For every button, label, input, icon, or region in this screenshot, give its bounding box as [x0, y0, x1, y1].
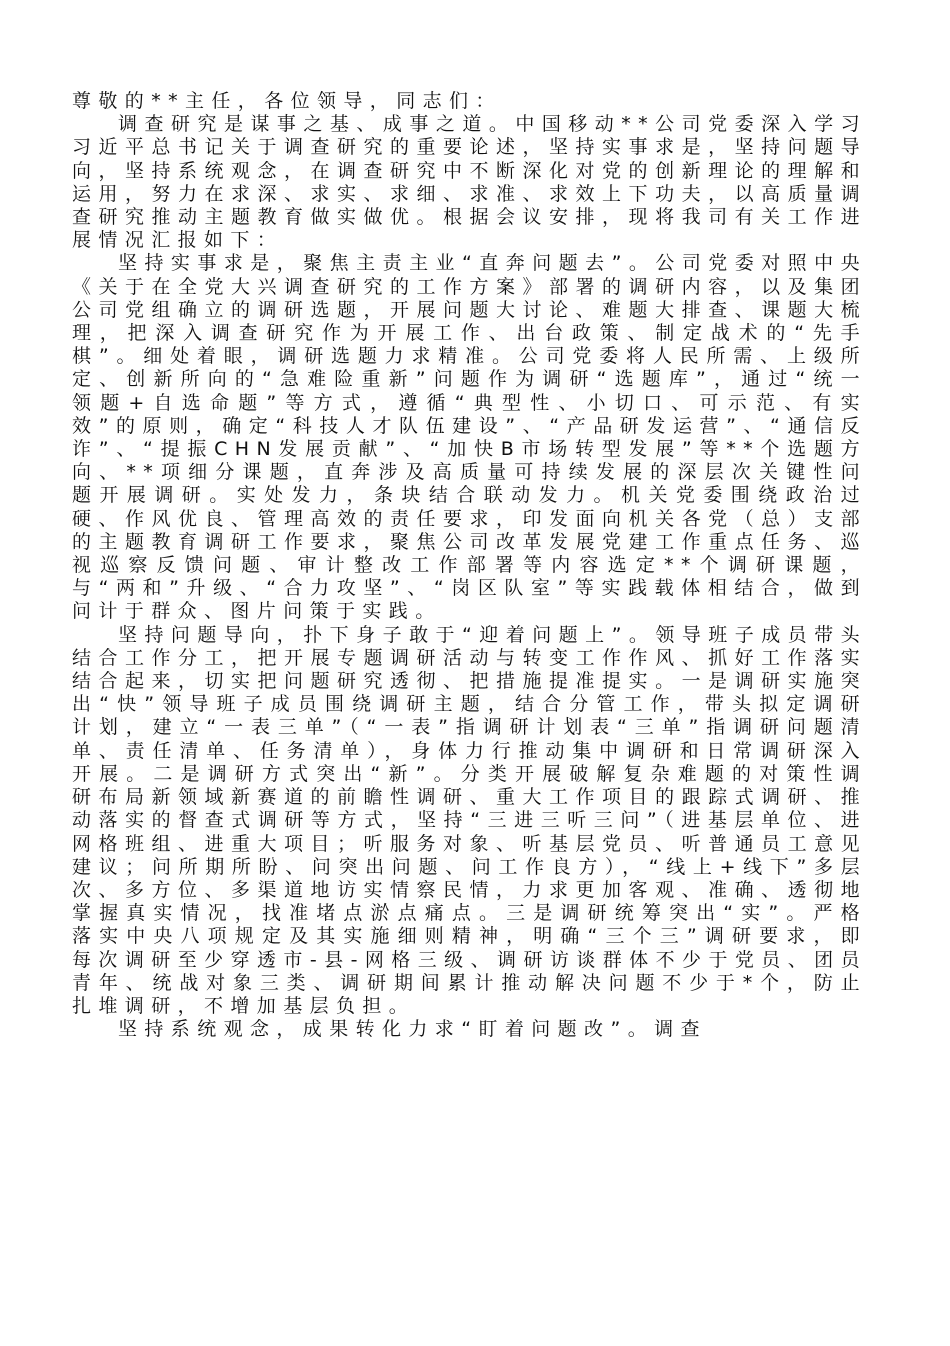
- paragraph-problem-oriented: 坚持问题导向，扑下身子敢于“迎着问题上”。领导班子成员带头结合工作分工，把开展专题调研活动与转变工作作风、抓好工作落实结合起来，切实把问题研究透彻、把措施提准提实。一是调研实施突出“快”领导班子成员围绕调研主题，结合分管工作，带头拟定调研计划，建立“一表三单”（“一表”指调研计划表“三单”指调研问题清单、责任清单、任务清单），身体力行推动集中调研和日常调研深入开展。二是调研方式突出“新”。分类开展破解复杂难题的对策性调研布局新领域新赛道的前瞻性调研、重大工作项目的跟踪式调研、推动落实的督查式调研等方式，坚持“三进三听三问”（进基层单位、进网格班组、进重大项目；听服务对象、听基层党员、听普通员工意见建议；问所期所盼、问突出问题、问工作良方），“线上+线下”多层次、多方位、多渠道地访实情察民情，力求更加客观、准确、透彻地掌握真实情况，找准堵点淤点痛点。三是调研统筹突出“实”。严格落实中央八项规定及其实施细则精神，明确“三个三”调研要求，即每次调研至少穿透市-县-网格三级、调研访谈群体不少于党员、团员青年、统战对象三类、调研期间累计推动解决问题不少于*个，防止扎堆调研，不增加基层负担。: [72, 623, 867, 1017]
- paragraph-systematic-view: 坚持系统观念，成果转化力求“盯着问题改”。调查: [118, 1018, 707, 1041]
- paragraph-seek-truth: 坚持实事求是，聚焦主责主业“直奔问题去”。公司党委对照中央《关于在全党大兴调查研究的工作方案》部署的调研内容，以及集团公司党组确立的调研选题，开展问题大讨论、难题大排查、课题大梳理，把深入调查研究作为开展工作、出台政策、制定战术的“先手棋”。细处着眼，调研选题力求精准。公司党委将人民所需、上级所定、创新所向的“急难险重新”问题作为调研“选题库”，通过“统一领题+自选命题”等方式，遵循“典型性、小切口、可示范、有实效”的原则，确定“科技人才队伍建设”、“产品研发运营”、“通信反诈”、“提振CHN发展贡献”、“加快B市场转型发展”等**个选题方向、**项细分课题，直奔涉及高质量可持续发展的深层次关键性问题开展调研。实处发力，条块结合联动发力。机关党委围绕政治过硬、作风优良、管理高效的责任要求，印发面向机关各党（总）支部的主题教育调研工作要求，聚焦公司改革发展党建工作重点任务、巡视巡察反馈问题、审计整改工作部署等内容选定**个调研课题，与“两和”升级、“合力攻坚”、“岗区队室”等实践载体相结合，做到问计于群众、图片问策于实践。: [72, 252, 867, 623]
- document-body: [72, 90, 867, 1041]
- salutation: 尊敬的**主任，各位领导，同志们：: [72, 90, 502, 112]
- paragraph-intro: 调查研究是谋事之基、成事之道。中国移动**公司党委深入学习习近平总书记关于调查研究的重要论述，坚持实事求是，坚持问题导向，坚持系统观念，在调查研究中不断深化对党的创新理论的理解和运用，努力在求深、求实、求细、求准、求效上下功夫，以高质量调查研究推动主题教育做实做优。根据会议安排，现将我司有关工作进展情况汇报如下：: [72, 113, 867, 252]
